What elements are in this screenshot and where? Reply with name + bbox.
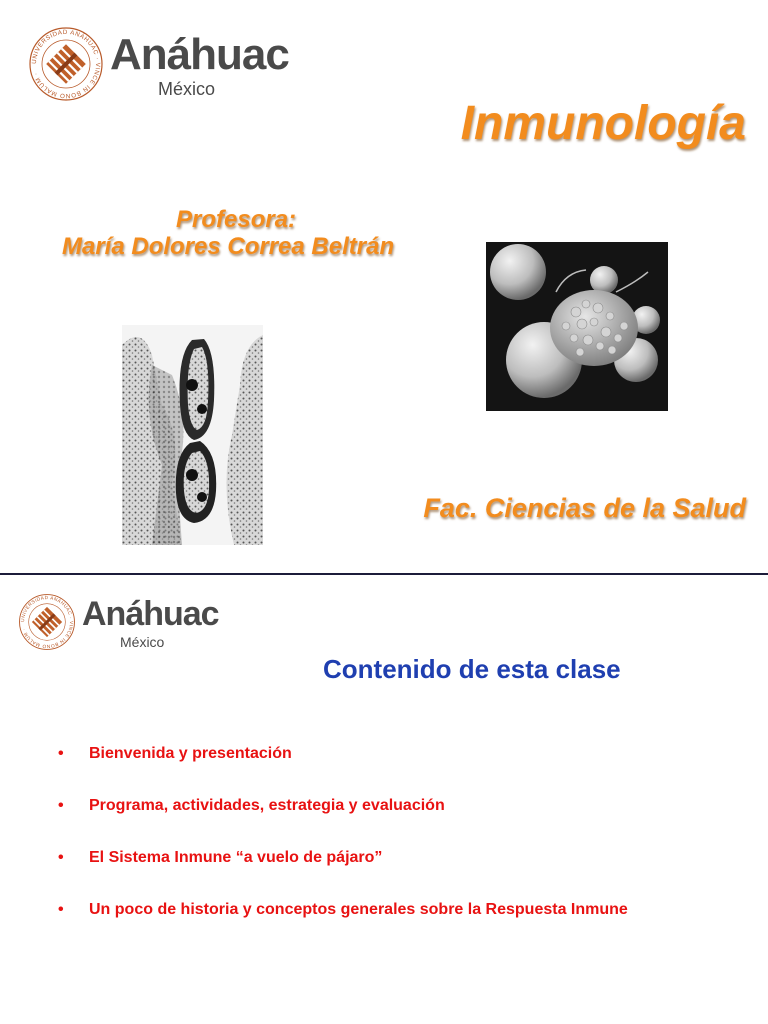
university-seal-icon	[28, 26, 104, 102]
logo-subtitle: México	[158, 79, 216, 99]
faculty-name: Fac. Ciencias de la Salud	[423, 493, 746, 523]
course-title: Inmunología	[460, 97, 746, 150]
bullet-icon: •	[58, 849, 64, 866]
bullet-icon: •	[58, 901, 64, 918]
bacteria-micrograph	[122, 325, 263, 545]
anahuac-logo	[28, 24, 288, 104]
svg-text:UNIVERSIDAD ANÁHUAC · VINCE IN: UNIVERSIDAD ANÁHUAC · VINCE IN BONO MALUM ·	[30, 28, 102, 100]
logo-wordmark: Anáhuac	[82, 595, 219, 633]
university-seal-icon	[18, 593, 76, 651]
contents-slide	[0, 577, 768, 1024]
bullet-icon: •	[58, 745, 64, 762]
topic-text: El Sistema Inmune “a vuelo de pájaro”	[89, 849, 383, 866]
svg-text:UNIVERSIDAD ANÁHUAC · VINCE IN: UNIVERSIDAD ANÁHUAC · VINCE IN BONO MALUM ·	[21, 596, 73, 648]
contents-title: Contenido de esta clase	[323, 654, 621, 684]
topic-text: Un poco de historia y conceptos generales sobre la Respuesta Inmune	[89, 901, 628, 918]
professor-label: Profesora:	[176, 206, 297, 233]
logo-wordmark: Anáhuac	[110, 30, 289, 79]
cells-sem-micrograph	[486, 242, 668, 411]
logo-subtitle: México	[120, 634, 165, 650]
bullet-icon: •	[58, 797, 64, 814]
anahuac-logo	[18, 591, 238, 651]
topic-text: Bienvenida y presentación	[89, 745, 292, 762]
professor-name: María Dolores Correa Beltrán	[62, 233, 395, 260]
topic-text: Programa, actividades, estrategia y evaluación	[89, 797, 445, 814]
